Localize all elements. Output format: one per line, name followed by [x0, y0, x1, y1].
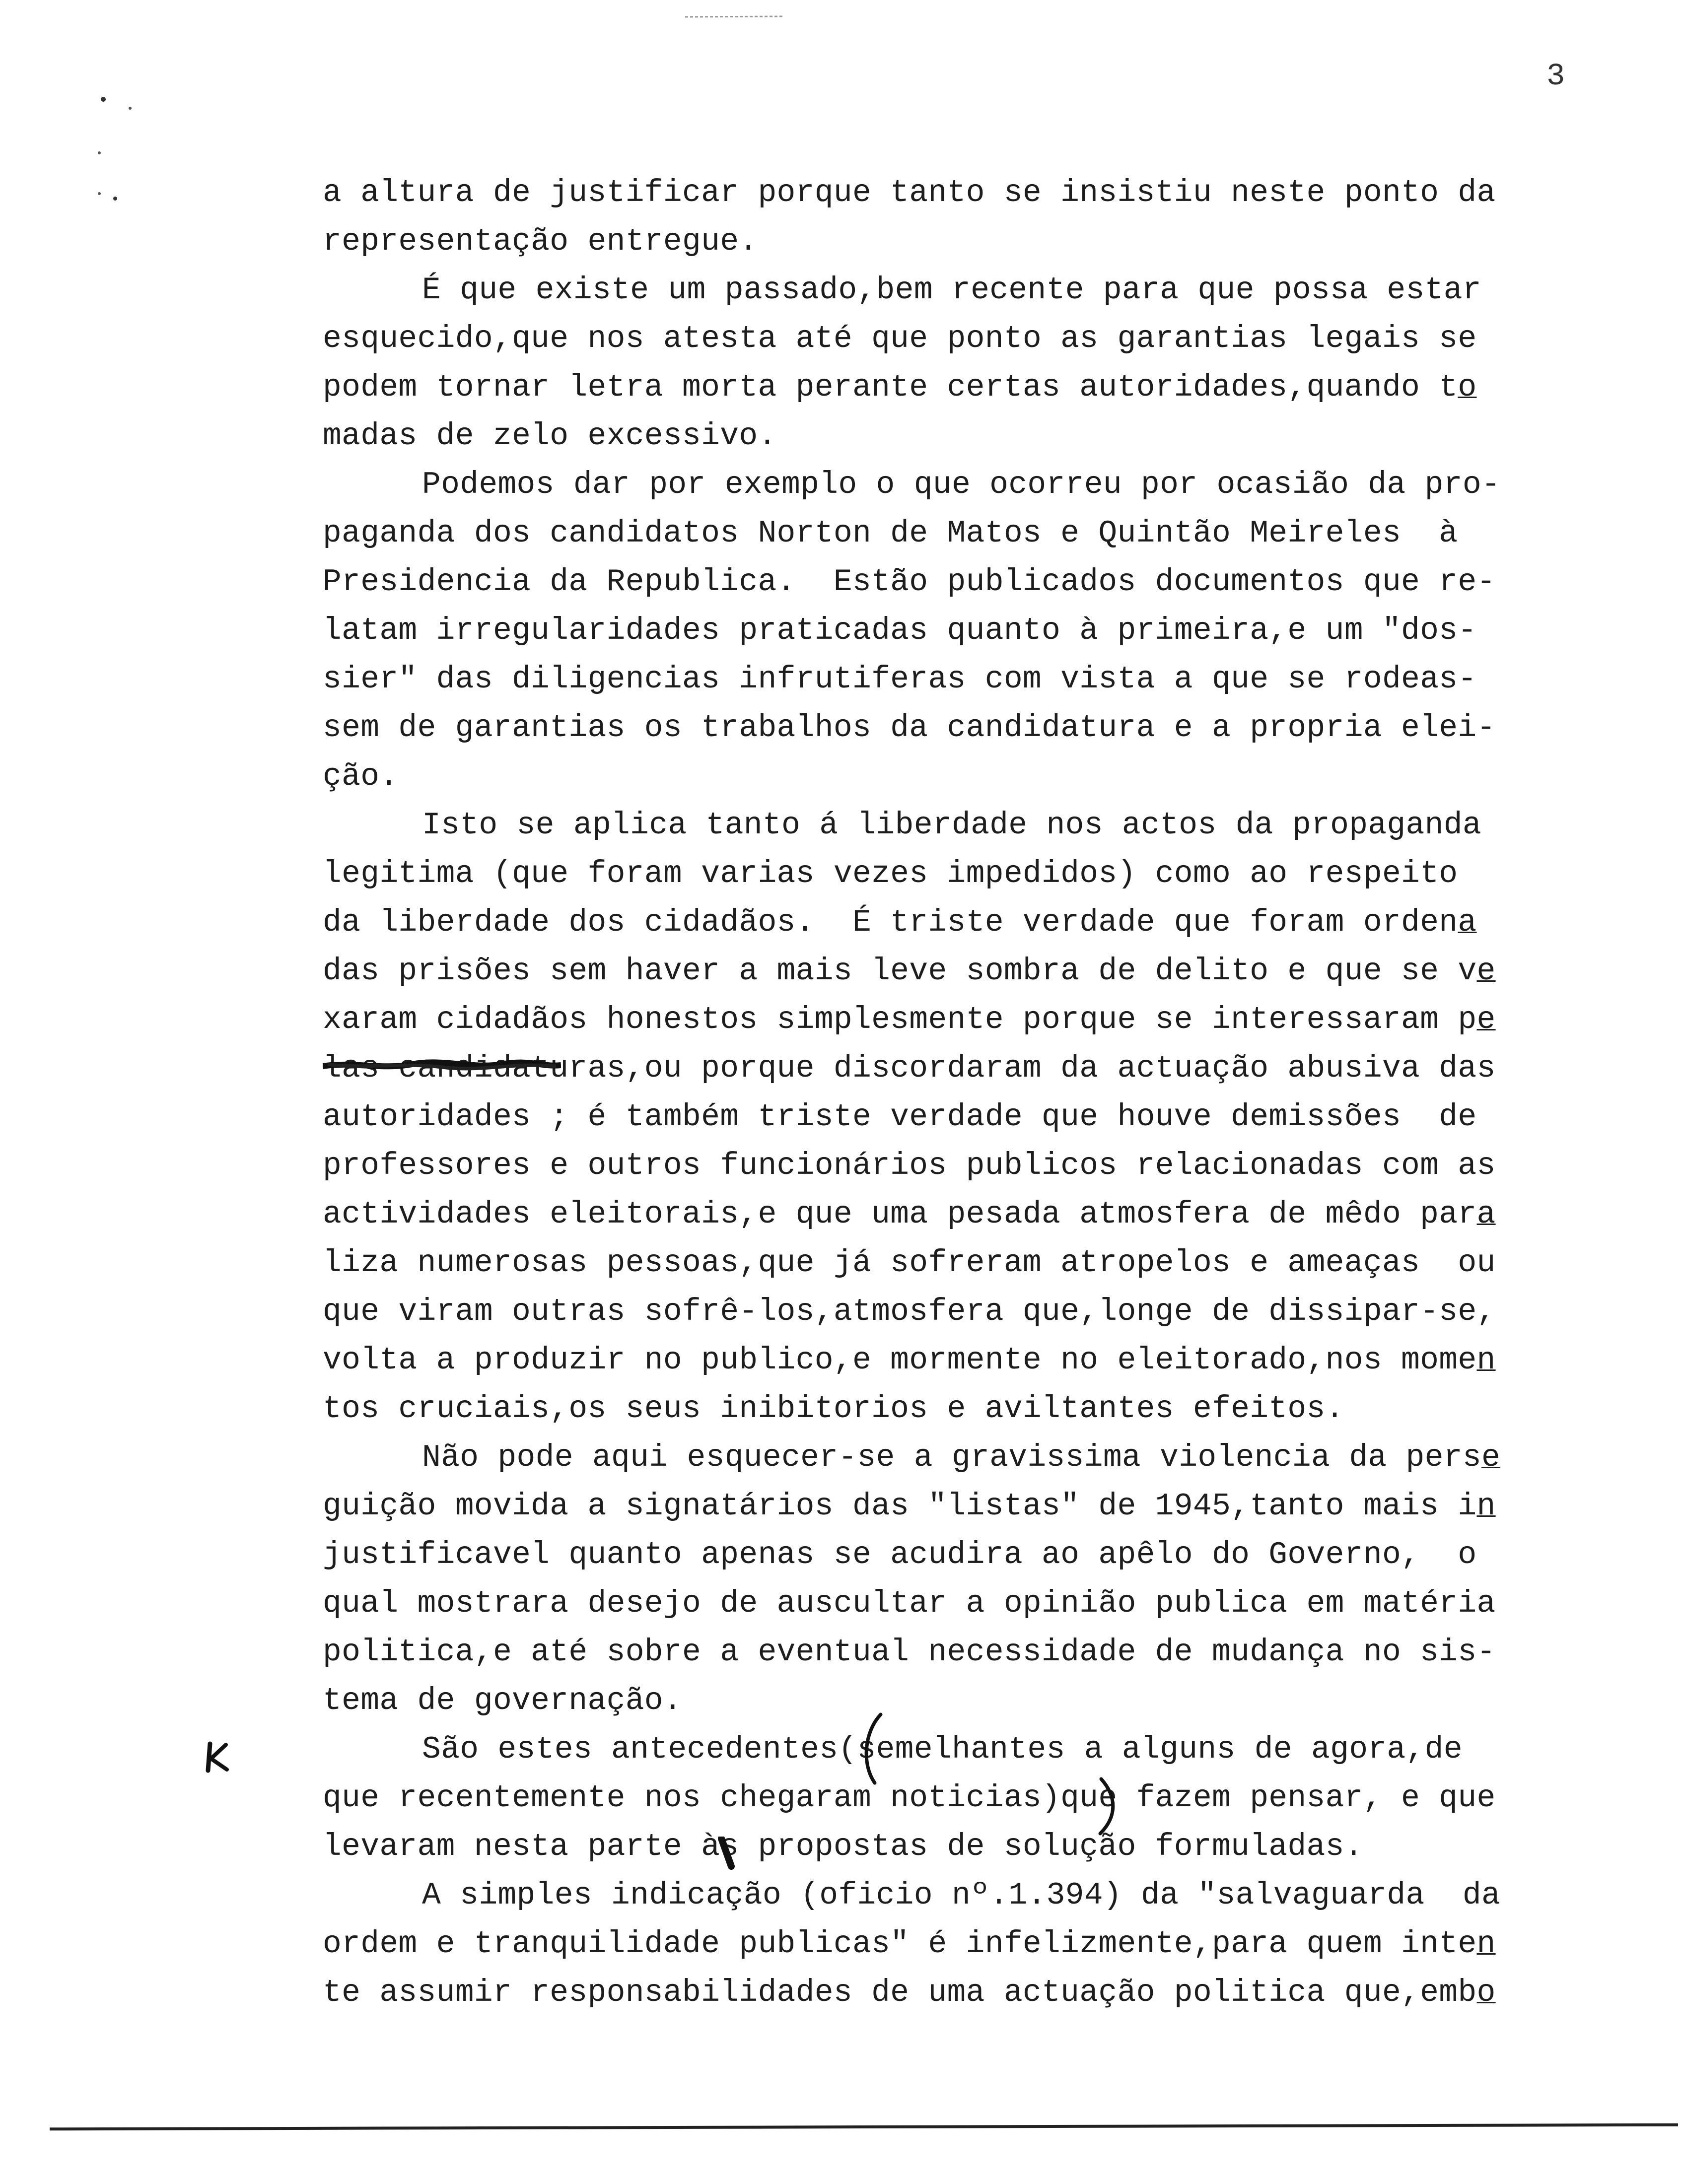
text-line: guição movida a signatários das "listas" de 1945,tanto mais in	[323, 1489, 1496, 1524]
text-line: politica,e até sobre a eventual necessidade de mudança no sis-	[323, 1635, 1496, 1670]
margin-specks	[94, 94, 154, 213]
text-line: a altura de justificar porque tanto se insistiu neste ponto da	[323, 175, 1496, 210]
text-line: A simples indicação (oficio nº.1.394) da "salvaguarda da	[422, 1878, 1501, 1913]
text-line: tema de governação.	[323, 1683, 683, 1718]
text-line: ordem e tranquilidade publicas" é infelizmente,para quem inten	[323, 1926, 1496, 1962]
text-line: madas de zelo excessivo.	[323, 418, 777, 454]
text-line: das prisões sem haver a mais leve sombra de delito e que se ve	[323, 954, 1496, 989]
bottom-rule	[50, 2123, 1678, 2131]
handwritten-open-bracket	[855, 1712, 885, 1787]
text-line: professores e outros funcionários publicos relacionadas com as	[323, 1148, 1496, 1183]
text-line: sier" das diligencias infrutiferas com vista a que se rodeas-	[323, 662, 1477, 697]
text-line: justificavel quanto apenas se acudira ao apêlo do Governo, o	[323, 1537, 1477, 1572]
text-line: te assumir responsabilidades de uma actuação politica que,embo	[323, 1975, 1496, 2010]
handwritten-margin-mark	[201, 1740, 231, 1774]
text-line: latam irregularidades praticadas quanto à primeira,e um "dos-	[323, 613, 1477, 648]
text-line: legitima (que foram varias vezes impedidos) como ao respeito	[323, 856, 1458, 891]
text-line: volta a produzir no publico,e mormente no eleitorado,nos momen	[323, 1343, 1496, 1378]
handwritten-tick-mark	[716, 1837, 736, 1871]
text-line: São estes antecedentes(semelhantes a alguns de agora,de	[422, 1732, 1463, 1767]
text-line: da liberdade dos cidadãos. É triste verdade que foram ordena	[323, 905, 1477, 940]
text-line: liza numerosas pessoas,que já sofreram atropelos e ameaças ou	[323, 1245, 1496, 1281]
text-line: Podemos dar por exemplo o que ocorreu por ocasião da pro-	[422, 467, 1501, 502]
strikethrough-scribble	[323, 1058, 561, 1073]
text-line: xaram cidadãos honestos simplesmente porque se interessaram pe	[323, 1002, 1496, 1037]
text-line: qual mostrara desejo de auscultar a opinião publica em matéria	[323, 1586, 1496, 1621]
text-line: autoridades ; é também triste verdade que houve demissões de	[323, 1099, 1477, 1135]
handwritten-close-bracket	[1097, 1777, 1122, 1837]
text-line: sem de garantias os trabalhos da candidatura e a propria elei-	[323, 710, 1496, 746]
text-line: podem tornar letra morta perante certas autoridades,quando to	[323, 370, 1477, 405]
text-line: Isto se aplica tanto á liberdade nos actos da propaganda	[422, 808, 1481, 843]
text-line: actividades eleitorais,e que uma pesada atmosfera de mêdo para	[323, 1197, 1496, 1232]
text-line: ção.	[323, 759, 399, 794]
body-text	[323, 169, 1594, 2017]
text-line: representação entregue.	[323, 224, 758, 259]
text-line: paganda dos candidatos Norton de Matos e Quintão Meireles à	[323, 516, 1458, 551]
text-line: que viram outras sofrê-los,atmosfera que,longe de dissipar-se,	[323, 1294, 1496, 1329]
text-line: Presidencia da Republica. Estão publicados documentos que re-	[323, 564, 1496, 600]
top-scan-mark	[685, 14, 784, 20]
text-line: Não pode aqui esquecer-se a gravissima violencia da perse	[422, 1440, 1501, 1475]
text-line: É que existe um passado,bem recente para que possa estar	[422, 273, 1481, 308]
text-line: tos cruciais,os seus inibitorios e aviltantes efeitos.	[323, 1391, 1344, 1427]
text-line: esquecido,que nos atesta até que ponto as garantias legais se	[323, 321, 1477, 356]
text-line: que recentemente nos chegaram noticias)que fazem pensar, e que	[323, 1780, 1496, 1816]
page-number: 3	[1546, 59, 1565, 94]
text-line: las candidaturas,ou porque discordaram da actuação abusiva das	[323, 1051, 1496, 1086]
text-line: levaram nesta parte às propostas de solução formuladas.	[323, 1829, 1363, 1864]
